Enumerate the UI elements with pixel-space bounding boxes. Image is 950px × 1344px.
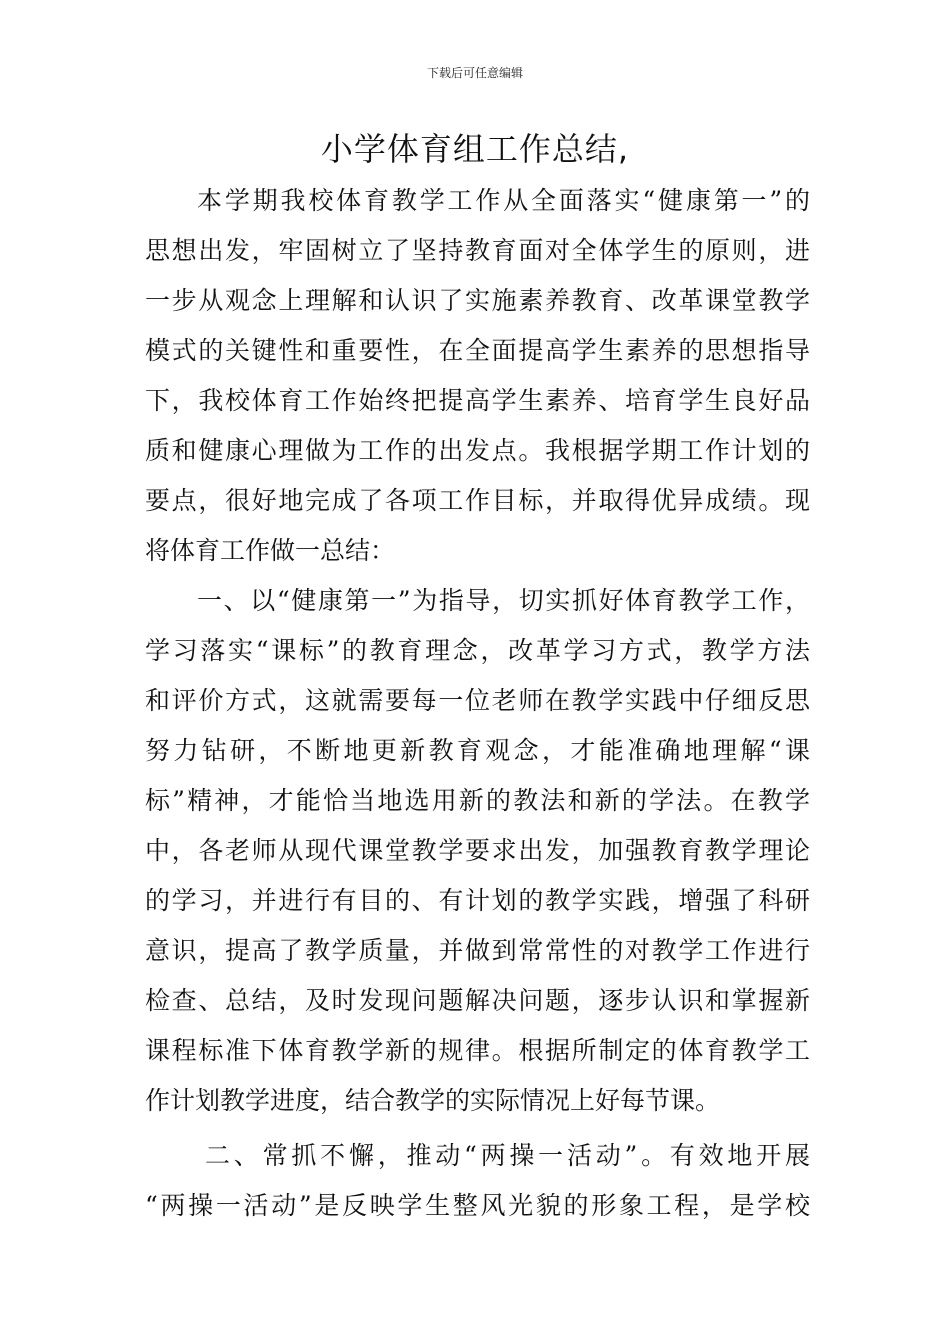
text-line: 要点，很好地完成了各项工作目标，并取得优异成绩。现 xyxy=(145,486,810,515)
text-line: 下，我校体育工作始终把提高学生素养、培育学生良好品 xyxy=(145,386,810,415)
document-title: 小学体育组工作总结, xyxy=(320,130,630,168)
paragraph-1 xyxy=(145,176,810,576)
text-line: 中，各老师从现代课堂教学要求出发，加强教育教学理论 xyxy=(145,836,810,865)
text-line: 标”精神，才能恰当地选用新的教法和新的学法。在教学 xyxy=(145,786,810,815)
text-line: 课程标准下体育教学新的规律。根据所制定的体育教学工 xyxy=(145,1036,810,1065)
paragraph-3 xyxy=(145,1131,810,1231)
paragraph-2 xyxy=(145,576,810,1126)
text-line: 思想出发，牢固树立了坚持教育面对全体学生的原则，进 xyxy=(145,236,810,265)
text-line: 意识，提高了教学质量，并做到常常性的对教学工作进行 xyxy=(145,936,810,965)
text-line: 将体育工作做一总结： xyxy=(145,536,396,565)
text-line: 学习落实“课标”的教育理念，改革学习方式，教学方法 xyxy=(145,636,810,665)
text-line: 一步从观念上理解和认识了实施素养教育、改革课堂教学 xyxy=(145,286,810,315)
text-line: 本学期我校体育教学工作从全面落实“健康第一”的 xyxy=(197,186,810,215)
document-body xyxy=(145,176,810,1231)
text-line: 作计划教学进度，结合教学的实际情况上好每节课。 xyxy=(145,1086,721,1115)
text-line: 努力钻研，不断地更新教育观念，才能准确地理解“课 xyxy=(145,736,810,765)
text-line: “两操一活动”是反映学生整风光貌的形象工程，是学校 xyxy=(145,1191,810,1220)
text-line: 二、常抓不懈，推动“两操一活动”。有效地开展 xyxy=(205,1141,810,1170)
text-line: 检查、总结，及时发现问题解决问题，逐步认识和掌握新 xyxy=(145,986,810,1015)
text-line: 一、以“健康第一”为指导，切实抓好体育教学工作， xyxy=(197,586,810,615)
text-line: 和评价方式，这就需要每一位老师在教学实践中仔细反思 xyxy=(145,686,810,715)
page-header: 下载后可任意编辑 xyxy=(426,66,523,80)
text-line: 质和健康心理做为工作的出发点。我根据学期工作计划的 xyxy=(145,436,810,465)
text-line: 的学习，并进行有目的、有计划的教学实践，增强了科研 xyxy=(145,886,810,915)
text-line: 模式的关键性和重要性，在全面提高学生素养的思想指导 xyxy=(145,336,810,365)
